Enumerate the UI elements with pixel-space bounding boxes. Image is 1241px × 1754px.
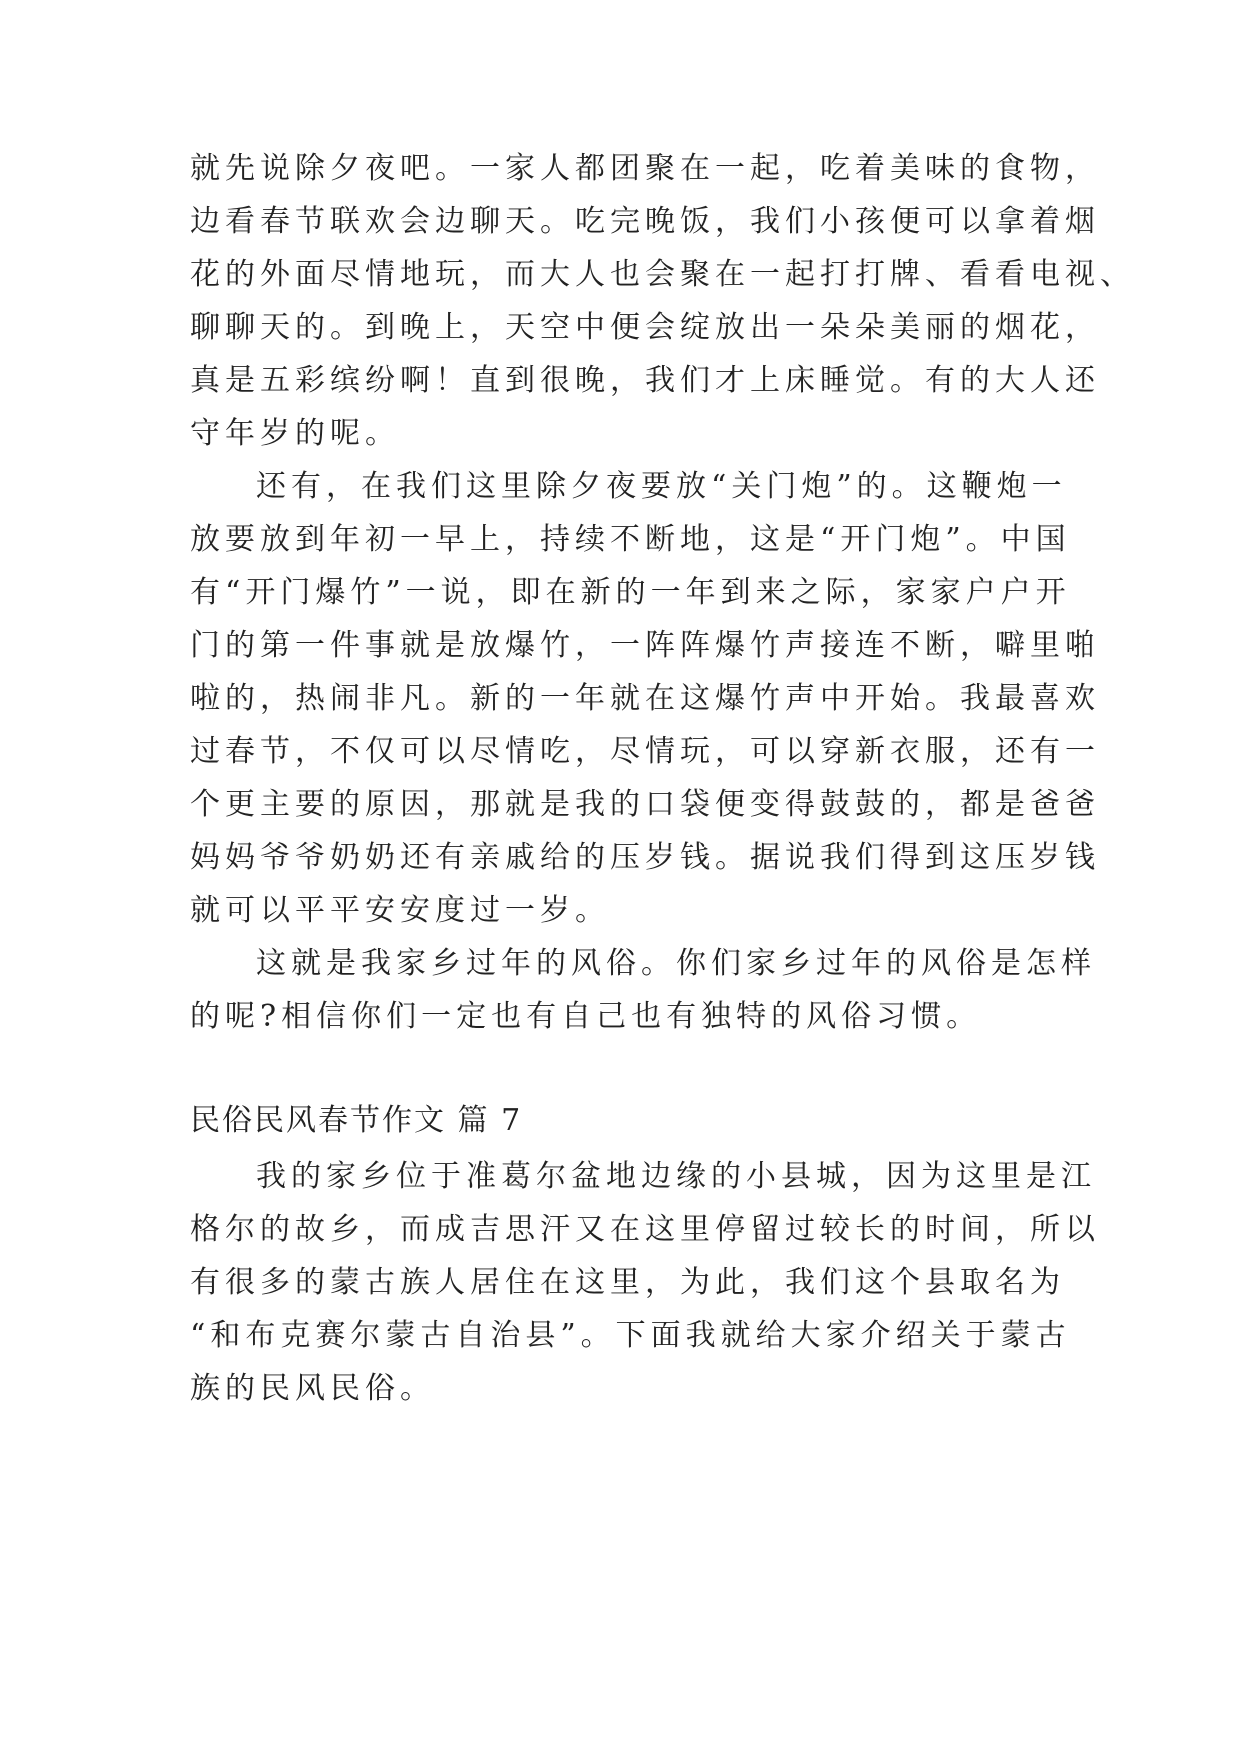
paragraph-2-line: 就可以平平安安度过一岁。 [190,893,610,928]
paragraph-2-line: 放要放到年初一早上，持续不断地，这是“开门炮”。中国 [190,522,1071,557]
paragraph-1-line: 花的外面尽情地玩，而大人也会聚在一起打打牌、看看电视、 [190,257,1135,292]
paragraph-4-line: 我的家乡位于准葛尔盆地边缘的小县城，因为这里是江 [256,1159,1096,1194]
paragraph-2-line: 有“开门爆竹”一说，即在新的一年到来之际，家家户户开 [190,575,1071,610]
paragraph-2-line: 门的第一件事就是放爆竹，一阵阵爆竹声接连不断，噼里啪 [190,628,1100,663]
paragraph-4-line: 有很多的蒙古族人居住在这里，为此，我们这个县取名为 [190,1265,1065,1300]
paragraph-2-line: 个更主要的原因，那就是我的口袋便变得鼓鼓的，都是爸爸 [190,787,1100,822]
paragraph-1-line: 聊聊天的。到晚上，天空中便会绽放出一朵朵美丽的烟花， [190,310,1100,345]
paragraph-2-line: 过春节，不仅可以尽情吃，尽情玩，可以穿新衣服，还有一 [190,734,1100,769]
paragraph-2-line: 妈妈爷爷奶奶还有亲戚给的压岁钱。据说我们得到这压岁钱 [190,840,1100,875]
section-heading: 民俗民风春节作文 篇 7 [190,1103,523,1138]
paragraph-4-line: 族的民风民俗。 [190,1371,435,1406]
paragraph-1-line: 就先说除夕夜吧。一家人都团聚在一起，吃着美味的食物， [190,151,1100,186]
paragraph-1-line: 边看春节联欢会边聊天。吃完晚饭，我们小孩便可以拿着烟 [190,204,1100,239]
paragraph-4-line: “和布克赛尔蒙古自治县”。下面我就给大家介绍关于蒙古 [190,1318,1071,1353]
paragraph-4-line: 格尔的故乡，而成吉思汗又在这里停留过较长的时间，所以 [190,1212,1100,1247]
paragraph-1-line: 守年岁的呢。 [190,416,400,451]
paragraph-2-line: 啦的，热闹非凡。新的一年就在这爆竹声中开始。我最喜欢 [190,681,1100,716]
paragraph-1-line: 真是五彩缤纷啊！直到很晚，我们才上床睡觉。有的大人还 [190,363,1100,398]
paragraph-3-line: 的呢?相信你们一定也有自己也有独特的风俗习惯。 [190,999,982,1034]
paragraph-2-line: 还有，在我们这里除夕夜要放“关门炮”的。这鞭炮一 [256,469,1067,504]
paragraph-3-line: 这就是我家乡过年的风俗。你们家乡过年的风俗是怎样 [256,946,1096,981]
